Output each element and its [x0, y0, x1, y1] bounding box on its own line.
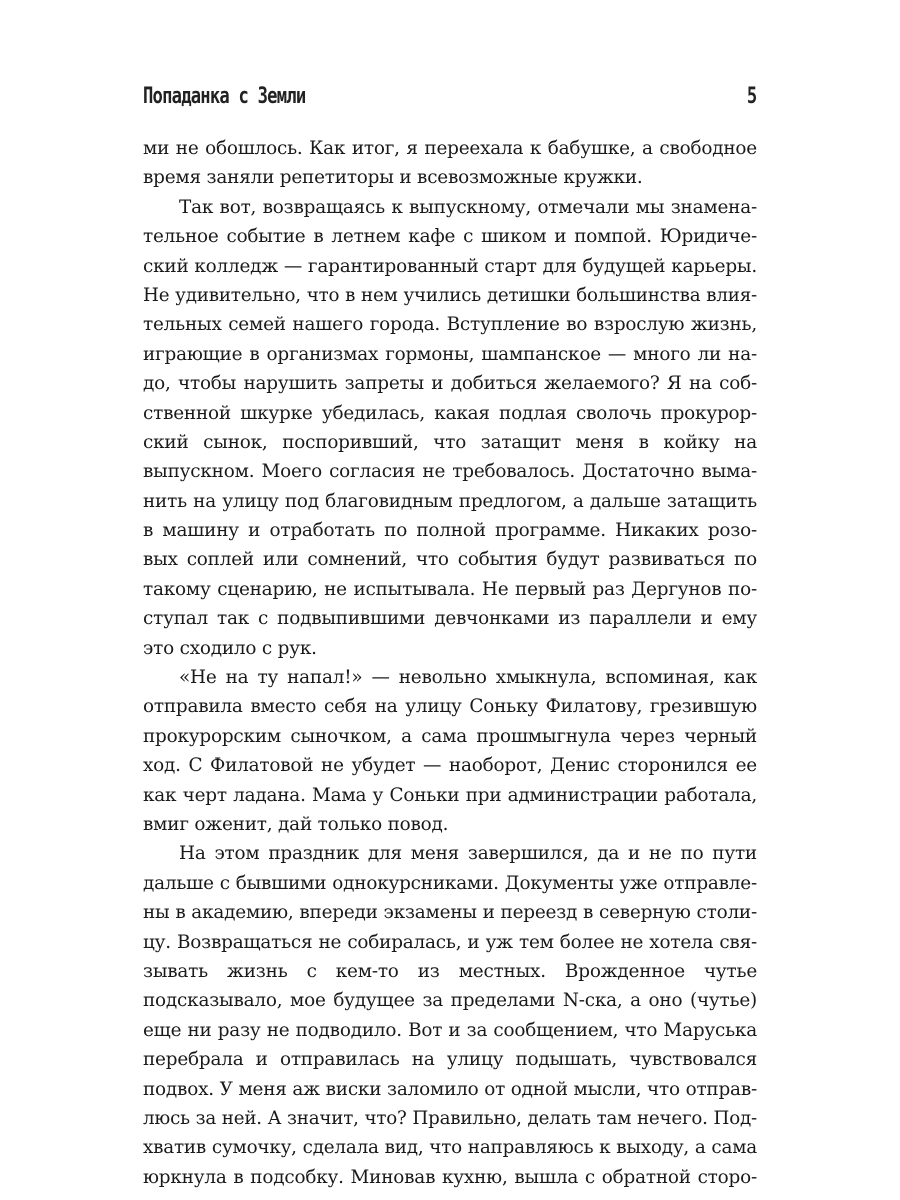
text-line: юркнула в подсобку. Миновав кухню, вышла с обратной сторо-: [143, 1166, 757, 1188]
text-line: выпускном. Моего согласия не требовалось. Достаточно выма-: [143, 461, 757, 483]
text-line: перебрала и отправилась на улицу подышать, чувствовался: [143, 1049, 757, 1071]
text-line: хватив сумочку, сделала вид, что направляюсь к выходу, а сама: [143, 1137, 757, 1159]
text-line: это сходило с рук.: [143, 637, 317, 659]
text-line: ственной шкурке убедилась, какая подлая сволочь прокурор-: [143, 402, 757, 424]
text-line: Так вот, возвращаясь к выпускному, отмечали мы знамена-: [179, 196, 757, 218]
text-line: в машину и отработать по полной программе. Никаких розо-: [143, 520, 757, 542]
text-line: ский колледж — гарантированный старт для будущей карьеры.: [143, 255, 757, 277]
text-line: до, чтобы нарушить запреты и добиться желаемого? Я на соб-: [143, 373, 757, 395]
text-line: ский сынок, поспоривший, что затащит меня в койку на: [143, 431, 757, 453]
text-line: подсказывало, мое будущее за пределами N-ска, а оно (чутье): [143, 990, 757, 1012]
text-line: тельных семей нашего города. Вступление во взрослую жизнь,: [143, 314, 757, 336]
text-line: «Не на ту напал!» — невольно хмыкнула, вспоминая, как: [179, 667, 757, 689]
text-line: На этом праздник для меня завершился, да и не по пути: [179, 843, 757, 865]
text-line: играющие в организмах гормоны, шампанское — много ли на-: [143, 343, 757, 365]
text-line: ход. С Филатовой не убудет — наоборот, Денис сторонился ее: [143, 755, 757, 777]
text-line: зывать жизнь с кем-то из местных. Врожденное чутье: [143, 960, 757, 982]
text-line: тельное событие в летнем кафе с шиком и помпой. Юридиче-: [143, 226, 757, 248]
text-line: нить на улицу под благовидным предлогом, а дальше затащить: [143, 490, 757, 512]
text-line: как черт ладана. Мама у Соньки при администрации работала,: [143, 784, 757, 806]
text-line: вых соплей или сомнений, что события будут развиваться по: [143, 549, 757, 571]
running-title: Попаданка с Земли: [143, 84, 306, 109]
text-line: Не удивительно, что в нем учились детишки большинства влия-: [143, 284, 757, 306]
text-line: время заняли репетиторы и всевозможные кружки.: [143, 167, 643, 189]
text-line: ны в академию, впереди экзамены и переезд в северную столи-: [143, 902, 757, 924]
text-line: еще ни разу не подводило. Вот и за сообщением, что Маруська: [143, 1019, 757, 1041]
text-line: прокурорским сыночком, а сама прошмыгнула через черный: [143, 725, 757, 747]
text-line: подвох. У меня аж виски заломило от одной мысли, что отправ-: [143, 1078, 757, 1100]
body-text: [143, 134, 757, 1192]
running-head: [143, 84, 757, 118]
text-line: дальше с бывшими однокурсниками. Документы уже отправле-: [143, 872, 757, 894]
page-number: 5: [746, 84, 757, 109]
text-line: ми не обошлось. Как итог, я переехала к бабушке, а свободное: [143, 138, 757, 159]
text-line: отправила вместо себя на улицу Соньку Филатову, грезившую: [143, 696, 757, 718]
text-line: такому сценарию, не испытывала. Не первый раз Дергунов по-: [143, 578, 757, 600]
text-line: люсь за ней. А значит, что? Правильно, делать там нечего. Под-: [143, 1107, 757, 1129]
text-line: цу. Возвращаться не собиралась, и уж тем более не хотела свя-: [143, 931, 757, 953]
text-line: вмиг оженит, дай только повод.: [143, 813, 449, 835]
text-line: ступал так с подвыпившими девчонками из параллели и ему: [143, 608, 757, 630]
